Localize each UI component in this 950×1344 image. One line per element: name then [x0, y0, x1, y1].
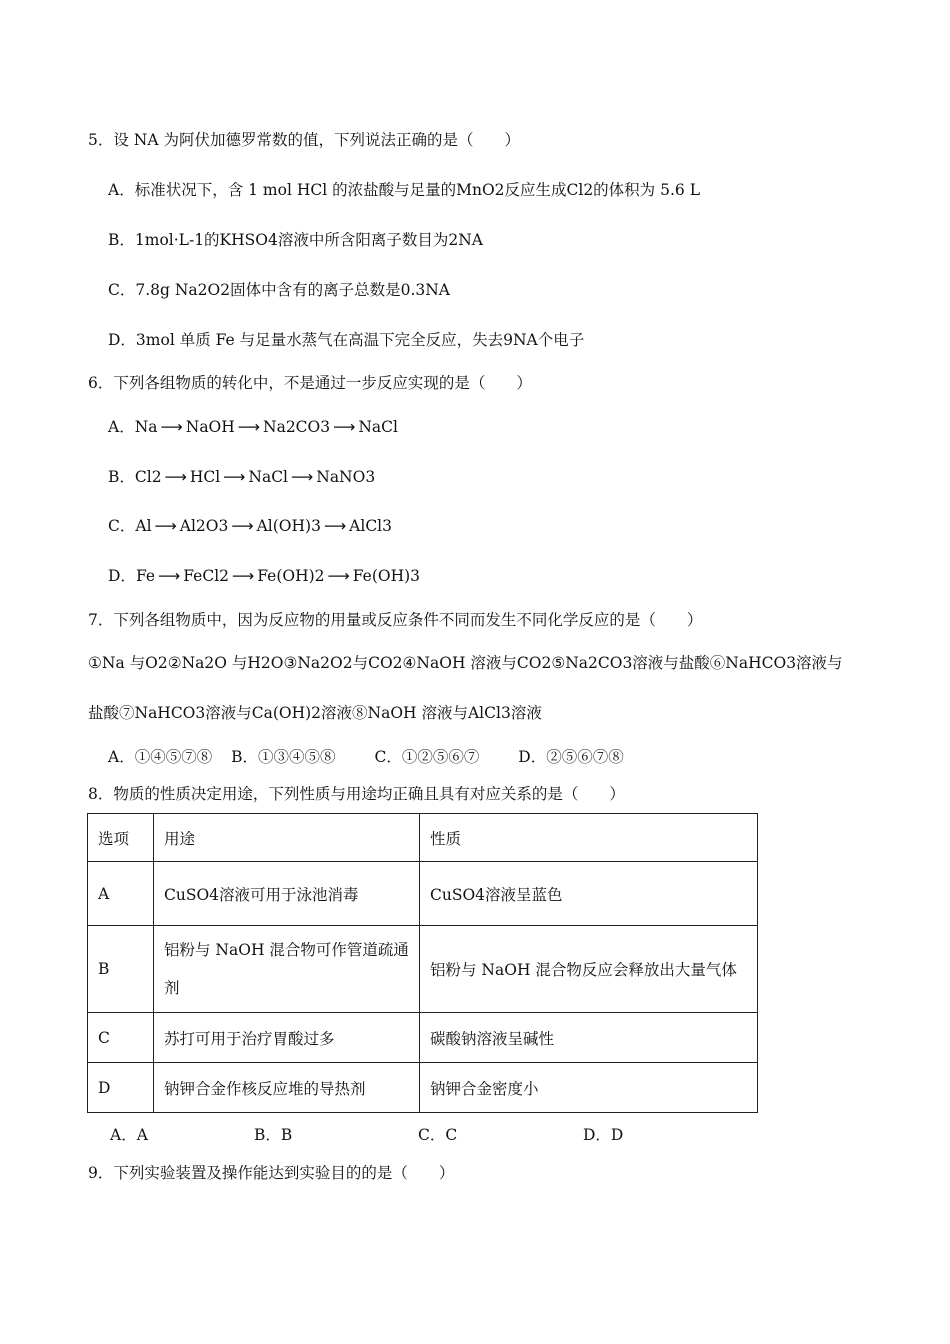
q7-choice-b: B．①③④⑤⑧ — [231, 748, 336, 766]
option-label: B． — [108, 468, 135, 486]
option-label: C． — [108, 517, 136, 535]
reaction-arrow-icon: ⟶ — [232, 567, 255, 585]
q7-choice-c: C．①②⑤⑥⑦ — [374, 748, 480, 766]
table-cell: 钠钾合金密度小 — [420, 1063, 758, 1113]
table-header-row — [88, 814, 758, 862]
table-cell: B — [88, 926, 154, 1013]
q8-choice-d: D．D — [583, 1126, 624, 1144]
q5-option-a: A．标准状况下，含 1 mol HCl 的浓盐酸与足量的MnO2反应生成Cl2的体积为 5.6 L — [108, 181, 700, 199]
table-cell: 铝粉与 NaOH 混合物反应会释放出大量气体 — [420, 926, 758, 1013]
table-header-cell: 用途 — [154, 814, 420, 862]
table-row — [88, 1013, 758, 1063]
reaction-arrow-icon: ⟶ — [164, 468, 187, 486]
table-cell: A — [88, 862, 154, 926]
q5-option-b: B．1mol·L-1的KHSO4溶液中所含阳离子数目为2NA — [108, 231, 483, 249]
q8-choice-c: C．C — [418, 1126, 458, 1144]
q8-choice-a: A．A — [110, 1126, 148, 1144]
q6-option-c: C．Al ⟶ Al2O3 ⟶ Al(OH)3 ⟶ AlCl3 — [108, 517, 393, 535]
reaction-arrow-icon: ⟶ — [154, 517, 177, 535]
q5-option-d: D．3mol 单质 Fe 与足量水蒸气在高温下完全反应，失去9NA个电子 — [108, 331, 585, 349]
table-cell: C — [88, 1013, 154, 1063]
table-cell: 铝粉与 NaOH 混合物可作管道疏通剂 — [154, 926, 420, 1013]
table-row — [88, 1063, 758, 1113]
reaction-arrow-icon: ⟶ — [231, 517, 254, 535]
table-row — [88, 926, 758, 1013]
table-cell: CuSO4溶液呈蓝色 — [420, 862, 758, 926]
q7-choice-a: A．①④⑤⑦⑧ — [108, 748, 213, 766]
q5-option-c: C．7.8g Na2O2固体中含有的离子总数是0.3NA — [108, 281, 450, 299]
reaction-arrow-icon: ⟶ — [323, 517, 347, 535]
table-cell: CuSO4溶液可用于泳池消毒 — [154, 862, 420, 926]
q8-table — [87, 813, 758, 1113]
table-cell: 苏打可用于治疗胃酸过多 — [154, 1013, 420, 1063]
reaction-arrow-icon: ⟶ — [327, 567, 350, 585]
reaction-arrow-icon: ⟶ — [237, 418, 261, 436]
q6-stem: 6．下列各组物质的转化中，不是通过一步反应实现的是（ ） — [88, 374, 532, 392]
q5-stem: 5．设 NA 为阿伏加德罗常数的值，下列说法正确的是（ ） — [88, 131, 520, 149]
q6-option-b: B．Cl2 ⟶ HCl ⟶ NaCl ⟶ NaNO3 — [108, 468, 376, 486]
q7-stem: 7．下列各组物质中，因为反应物的用量或反应条件不同而发生不同化学反应的是（ ） — [88, 611, 703, 629]
q6-option-d: D．Fe ⟶ FeCl2 ⟶ Fe(OH)2 ⟶ Fe(OH)3 — [108, 567, 421, 585]
table-cell: D — [88, 1063, 154, 1113]
option-label: A． — [108, 418, 135, 436]
table-row — [88, 862, 758, 926]
reaction-arrow-icon: ⟶ — [223, 468, 246, 486]
q9-stem: 9．下列实验装置及操作能达到实验目的的是（ ） — [88, 1164, 455, 1182]
table-header-cell: 选项 — [88, 814, 154, 862]
q8-choice-b: B．B — [254, 1126, 293, 1144]
q7-choice-d: D．②⑤⑥⑦⑧ — [518, 748, 624, 766]
q7-choices — [108, 747, 638, 767]
q6-option-a: A．Na ⟶ NaOH ⟶ Na2CO3 ⟶ NaCl — [108, 418, 398, 436]
q8-stem: 8．物质的性质决定用途，下列性质与用途均正确且具有对应关系的是（ ） — [88, 785, 625, 803]
q7-items-line-2: 盐酸⑦NaHCO3溶液与Ca(OH)2溶液⑧NaOH 溶液与AlCl3溶液 — [88, 704, 542, 722]
reaction-arrow-icon: ⟶ — [333, 418, 356, 436]
option-label: D． — [108, 567, 136, 585]
table-header-cell: 性质 — [420, 814, 758, 862]
reaction-arrow-icon: ⟶ — [291, 468, 314, 486]
table-cell: 钠钾合金作核反应堆的导热剂 — [154, 1063, 420, 1113]
reaction-arrow-icon: ⟶ — [160, 418, 183, 436]
table-cell: 碳酸钠溶液呈碱性 — [420, 1013, 758, 1063]
q7-items-line-1: ①Na 与O2②Na2O 与H2O③Na2O2与CO2④NaOH 溶液与CO2⑤Na2CO3溶液与盐酸⑥NaHCO3溶液与 — [88, 654, 843, 672]
reaction-arrow-icon: ⟶ — [158, 567, 181, 585]
